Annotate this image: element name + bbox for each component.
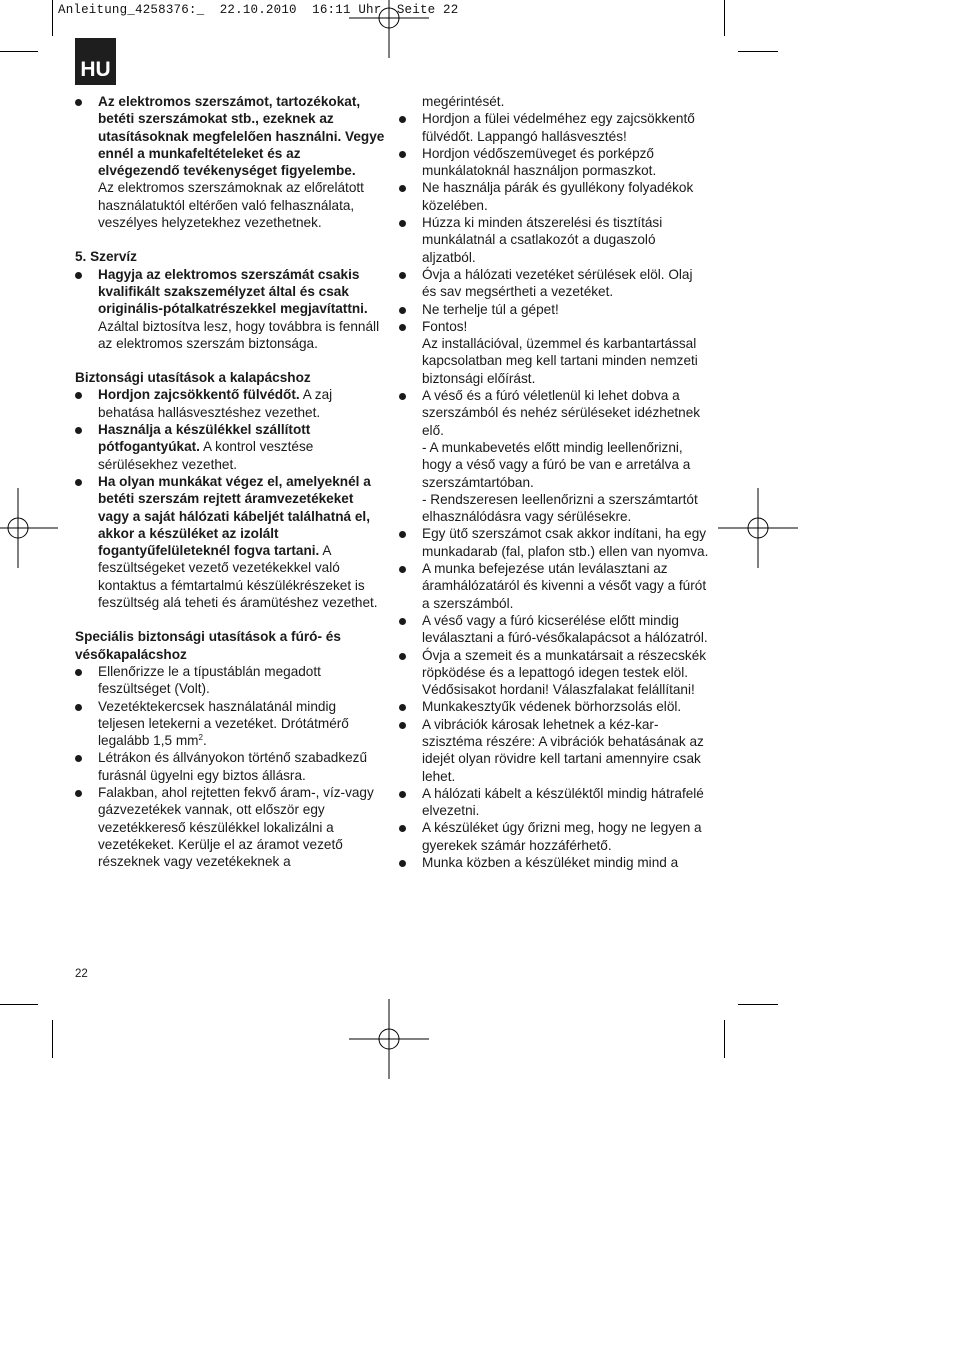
bullet-icon <box>399 151 406 158</box>
item-text: Az elektromos szerszámoknak az előrelátott használatuktól eltérően való felhasználata, veszélyes helyzetekhez vezethetnek. <box>98 180 364 231</box>
bullet-icon <box>399 272 406 279</box>
bullet-icon <box>75 669 82 676</box>
bullet-icon <box>75 272 82 279</box>
item-text: Ne használja párák és gyullékony folyadékok közelében. <box>422 180 694 213</box>
list-item <box>399 612 709 647</box>
list-item <box>75 663 385 698</box>
item-text: A hálózati kábelt a készüléktől mindig hátrafelé elvezetni. <box>422 785 704 819</box>
bullet-icon <box>399 307 406 314</box>
list-item <box>75 784 385 870</box>
language-code: HU <box>80 58 111 81</box>
item-text: Ellenőrizze le a típustáblán megadott feszültséget (Volt). <box>98 663 321 697</box>
item-text: A kontrol vesztése sérülésekhez vezethet. <box>98 439 314 472</box>
item-text: Azáltal biztosítva lesz, hogy továbbra is fennáll az elektromos szerszám biztonsága. <box>98 318 380 351</box>
item-text: A véső és a fúró véletlenül ki lehet dobva a szerszámból és nehéz sérüléseket idézhetnek elő. - A munkabevetés előtt mindig leellenőrizni, hogy a véső vagy a fúró be van e arretálva a szerszámtartóban. - Rendszeresen leellenőrizni a szerszámtartót elhasználódásra vagy sérülésekre. <box>422 388 701 525</box>
bullet-icon <box>399 722 406 729</box>
list-item <box>75 698 385 750</box>
list-item <box>399 716 709 785</box>
item-text: Ne terhelje túl a gépet! <box>422 301 559 317</box>
item-text: A munka befejezése után leválasztani az áramhálózatáról és kivenni a vésőt vagy a fúrót a szerszámból. <box>422 561 707 611</box>
bullet-icon <box>75 427 82 434</box>
list-item <box>399 854 709 871</box>
crop-mark <box>738 51 778 52</box>
bullet-icon <box>75 99 82 106</box>
list-item <box>75 473 385 611</box>
bullet-icon <box>399 825 406 832</box>
bullet-icon <box>75 479 82 486</box>
crop-mark <box>52 0 53 36</box>
list-item <box>399 387 709 525</box>
superscript: 2 <box>198 733 203 743</box>
item-text: A készüléket úgy őrizni meg, hogy ne legyen a gyerekek számár hozzáférhető. <box>422 820 702 853</box>
bullet-icon <box>399 220 406 227</box>
item-text: A véső vagy a fúró kicserélése előtt mindig leválasztani a fúró-vésőkalapácsot a hálózatról. <box>422 612 708 646</box>
list-item <box>399 560 709 612</box>
item-text-end: . <box>202 733 207 749</box>
list-item <box>75 93 385 231</box>
item-text: Falakban, ahol rejtetten fekvő áram-, víz-vagy gázvezetékek vannak, ott először egy vezetékkereső készülékkel lokalizálni a vezetékeket. Kerülje el az áramot vezető részeknek vagy vezetékeknek a <box>98 784 374 870</box>
item-bold-text: Használja a készülékkel szállított pótfogantyúkat. <box>98 422 311 455</box>
bullet-icon <box>399 653 406 660</box>
bullet-icon <box>399 566 406 573</box>
crop-mark <box>724 0 725 36</box>
item-text: Óvja a hálózati vezetéket sérülések elöl. Olaj és sav megsértheti a vezetéket. <box>422 266 693 300</box>
item-text: Húzza ki minden átszerelési és tisztítási munkálatnál a csatlakozót a dugaszoló aljzatból. <box>422 215 663 265</box>
item-text: Hordjon a fülei védelméhez egy zajcsökkentő fülvédőt. Lappangó hallásvesztés! <box>422 111 695 144</box>
list-item <box>75 386 385 421</box>
section-heading: Biztonsági utasítások a kalapácshoz <box>75 370 311 386</box>
item-bold-text: Ha olyan munkákat végez el, amelyeknél a betéti szerszám rejtett áramvezetékeket vagy a saját hálózati kábeljét találhatná el, akkor a készüléket az izolált fogantyűfelületeknél fogva tartani. <box>98 473 371 559</box>
item-bold-text: Hordjon zajcsökkentő fülvédőt. <box>98 387 300 403</box>
page-number: 22 <box>75 968 88 980</box>
list-item <box>399 819 709 854</box>
item-text: megérintését. <box>422 94 505 109</box>
bullet-icon <box>75 704 82 711</box>
bullet-icon <box>399 393 406 400</box>
bullet-icon <box>399 324 406 331</box>
bullet-icon <box>399 618 406 625</box>
list-item-continued <box>399 93 709 110</box>
crop-mark <box>0 1004 38 1005</box>
item-text: A vibrációk károsak lehetnek a kéz-kar-szisztéma részére: A vibrációk behatásának az idejét olyan rövidre kell tartani amennyire csak lehet. <box>422 716 704 784</box>
list-item <box>75 266 385 352</box>
list-item <box>399 110 709 145</box>
list-item <box>399 698 709 715</box>
left-column <box>75 93 385 870</box>
print-slug: Anleitung_4258376:_ 22.10.2010 16:11 Uhr Seite 22 <box>58 3 459 17</box>
item-text: Fontos! Az installációval, üzemmel és karbantartással kapcsolatban meg kell tartani minden nemzeti biztonsági előírást. <box>422 318 698 386</box>
list-item <box>399 785 709 820</box>
language-badge <box>75 38 116 85</box>
list-item <box>75 421 385 473</box>
bullet-icon <box>399 185 406 192</box>
bullet-icon <box>399 531 406 538</box>
bullet-icon <box>75 755 82 762</box>
item-text: Munka közben a készüléket mindig mind a <box>422 855 679 871</box>
bullet-icon <box>399 704 406 711</box>
list-item <box>399 525 709 560</box>
list-item <box>75 749 385 784</box>
item-text: Egy ütő szerszámot csak akkor indítani, ha egy munkadarab (fal, plafon stb.) ellen van nyomva. <box>422 526 709 559</box>
bullet-icon <box>399 791 406 798</box>
bullet-icon <box>399 860 406 867</box>
crop-mark <box>52 1020 53 1058</box>
crop-mark <box>724 1020 725 1058</box>
list-item <box>399 179 709 214</box>
item-text: Hordjon védőszemüveget és porképző munkálatoknál használjon pormaszkot. <box>422 145 657 179</box>
bullet-icon <box>399 116 406 123</box>
item-text: Munkakesztyűk védenek börhorzsolás elöl. <box>422 699 682 715</box>
list-item <box>399 301 709 318</box>
list-item <box>399 318 709 387</box>
section-heading: 5. Szervíz <box>75 249 137 265</box>
list-item <box>399 647 709 699</box>
registration-mark-right <box>718 488 798 568</box>
registration-mark-left <box>0 488 58 568</box>
item-bold-text: Hagyja az elektromos szerszámát csakis kvalifikált szakszemélyzet által és csak originális-pótalkatrészekkel megjavítattni. <box>98 266 368 317</box>
crop-mark <box>738 1004 778 1005</box>
item-text: A feszültségeket vezető vezetékekkel való kontaktus a fémtartalmú készülékrészeket is feszültség alá teheti és áramütéshez vezethet. <box>98 543 378 611</box>
section-heading: Speciális biztonsági utasítások a fúró- és vésőkapalácshoz <box>75 629 341 662</box>
list-item <box>399 266 709 301</box>
item-text: Óvja a szemeit és a munkatársait a részecskék röpködése és a lepattogó idegen testek elöl. Védősisakot hordani! Válaszfalakat felállítani! <box>422 647 707 698</box>
list-item <box>399 214 709 266</box>
item-text: Vezetéktekercsek használatánál mindig teljesen letekerni a vezetéket. Drótátmérő legalább 1,5 mm <box>98 698 349 749</box>
crop-mark <box>0 51 38 52</box>
bullet-icon <box>75 790 82 797</box>
item-text: Létrákon és állványokon történő szabadkezű furásnál ügyelni egy biztos állásra. <box>98 750 368 783</box>
item-text: A zaj behatása hallásvesztéshez vezethet. <box>98 387 333 420</box>
bullet-icon <box>75 392 82 399</box>
registration-mark-bottom <box>349 999 429 1079</box>
list-item <box>399 145 709 180</box>
item-bold-text: Az elektromos szerszámot, tartozékokat, betéti szerszámokat stb., ezeknek az utasításoknak megfelelően használni. Vegye ennél a munkafeltételeket és az elvégezendő tevékenységet figyelembe. <box>98 94 385 179</box>
right-column <box>399 93 709 871</box>
